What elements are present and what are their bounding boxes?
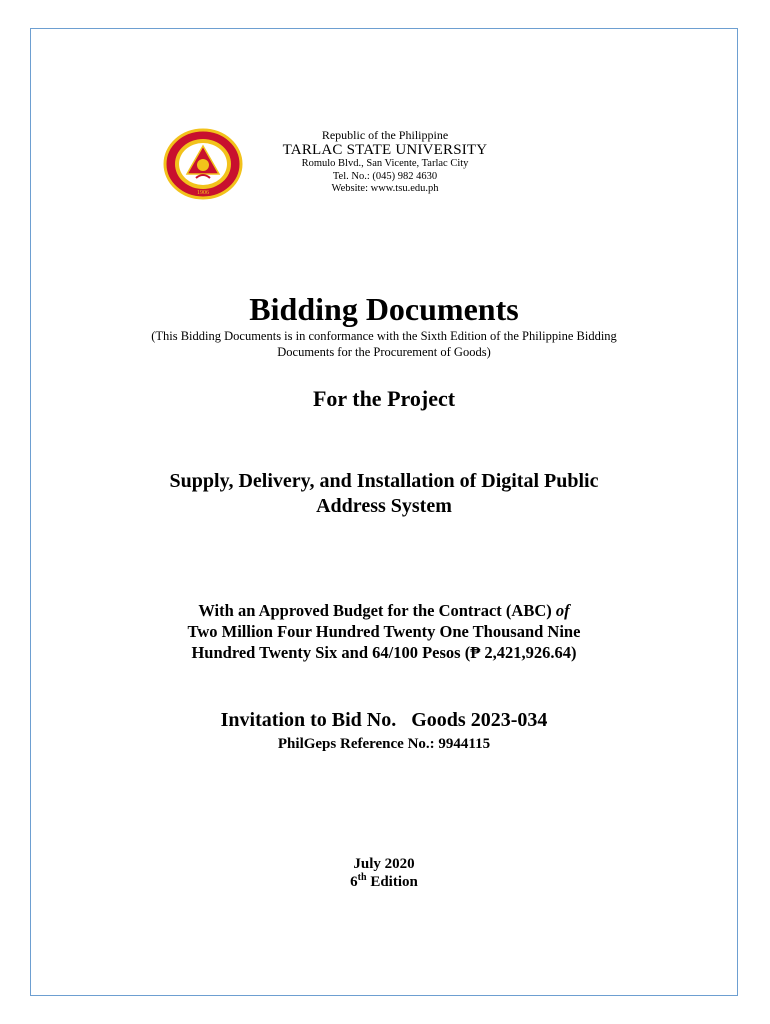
edition-label bbox=[30, 873, 738, 891]
abc-line-3: Hundred Twenty Six and 64/100 Pesos (₱ 2,421,926.64) bbox=[191, 643, 577, 662]
philgeps-reference: PhilGeps Reference No.: 9944115 bbox=[277, 736, 491, 752]
approved-budget bbox=[30, 600, 738, 663]
republic-line: Republic of the Philippine bbox=[321, 128, 449, 142]
abc-line-1-main: With an Approved Budget for the Contract (ABC) bbox=[198, 601, 556, 620]
project-name-line-1: Supply, Delivery, and Installation of Digital Public bbox=[169, 470, 599, 492]
project-name bbox=[30, 469, 738, 519]
edition-word: Edition bbox=[366, 874, 418, 890]
invitation-to-bid-number bbox=[30, 707, 738, 733]
website-line: Website: www.tsu.edu.ph bbox=[331, 183, 439, 194]
itb-text: Invitation to Bid No. Goods 2023-034 bbox=[220, 709, 548, 731]
address-line: Romulo Blvd., San Vicente, Tarlac City bbox=[301, 158, 469, 169]
seal-year: 1906 bbox=[197, 190, 209, 196]
project-name-line-2: Address System bbox=[316, 495, 452, 517]
document-subtitle bbox=[30, 328, 738, 360]
abc-line-1 bbox=[30, 600, 738, 621]
university-seal-logo bbox=[163, 128, 243, 200]
edition-number: 6 bbox=[350, 874, 358, 890]
university-name: TARLAC STATE UNIVERSITY bbox=[282, 142, 488, 158]
edition-suffix: th bbox=[357, 872, 367, 883]
university-header bbox=[240, 128, 530, 196]
abc-line-2: Two Million Four Hundred Twenty One Thousand Nine bbox=[187, 622, 581, 641]
document-date: July 2020 bbox=[353, 856, 415, 872]
subtitle-line-2: Documents for the Procurement of Goods) bbox=[277, 345, 491, 359]
abc-line-1-italic: of bbox=[555, 601, 570, 620]
project-heading: For the Project bbox=[312, 386, 456, 411]
tel-line: Tel. No.: (045) 982 4630 bbox=[332, 170, 438, 182]
subtitle-line-1: (This Bidding Documents is in conformance with the Sixth Edition of the Philippine Bidding bbox=[151, 329, 617, 343]
document-title: Bidding Documents bbox=[249, 291, 519, 327]
